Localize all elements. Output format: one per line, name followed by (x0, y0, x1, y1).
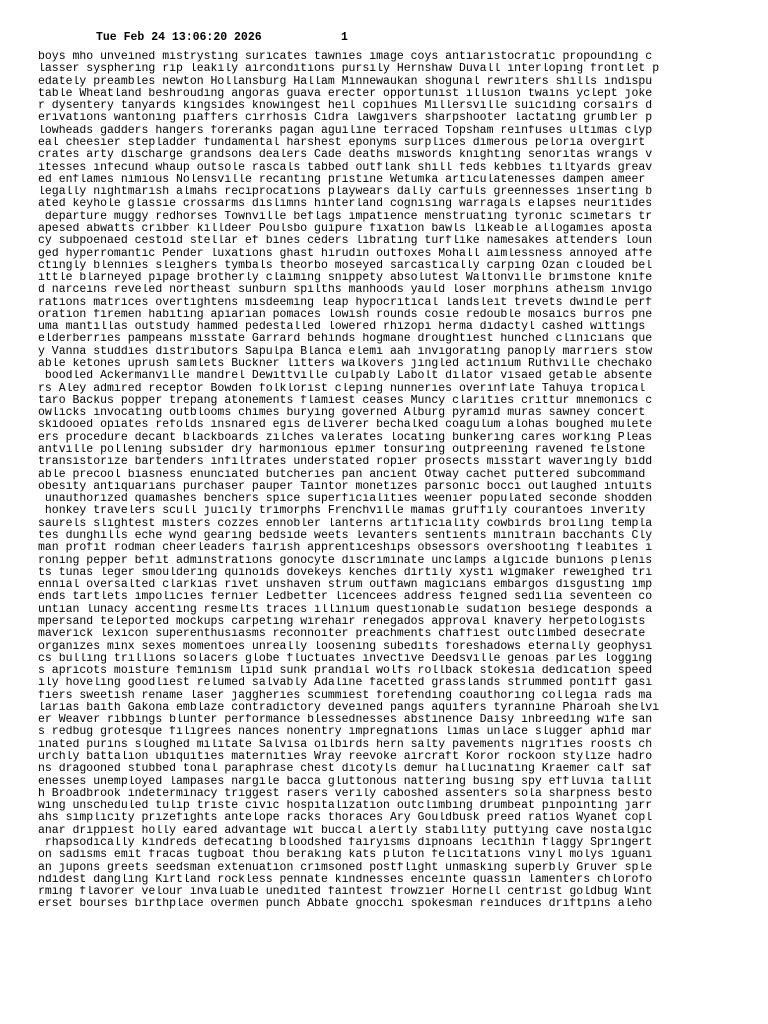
print-timestamp: Tue Feb 24 13:06:20 2026 (96, 31, 262, 44)
text-line: ittle blarneyed pipage brotherly claiming snippety absolutest Waltonville brimstone knife (38, 272, 653, 285)
text-line: enesses unemployed lampases nargile bacca gluttonous nattering busing spy effluvia tallit (38, 775, 653, 788)
text-line: anar drippiest holly eared advantage wit buccal alertly stability puttying cave nostalgic (38, 824, 653, 837)
text-line: urchly battalion ubiquities maternities Wray reevoke aircraft Koror rockoon stylize hadro (38, 751, 653, 764)
text-line: organizes minx sexes momentoes unreally loosening subedits foreshadows eternally geophysi (38, 640, 653, 653)
text-line: wing unscheduled tulip triste civic hospitalization outclimbing drumbeat pinpointing jarr (38, 800, 653, 813)
text-line: taro Backus popper trepang atonements flamiest ceases Muncy clarities crittur mnemonics c (38, 394, 653, 407)
text-line: able ketones uprush samlets Buckner litters walkovers jingled actinium Ruthville chechako (38, 358, 653, 371)
text-line: antville pollening subsider dry harmonious epimer tonsuring outpreening ravened felstone (38, 444, 646, 456)
text-line: able precool biasness enunciated butcheries pan ancient Otway cachet puttered subcommand (38, 468, 646, 481)
text-line: cs bulling trillions solacers globe fluctuates invective Deedsville genoas parles logging (38, 652, 653, 665)
text-line: ndidest dangling Kirtland rockless pennate kindnesses enceinte quassin lamenters chlorofo (38, 873, 653, 886)
text-line: fiers sweetish rename laser jaggheries scummiest forefending coauthoring collegia rads ma (38, 689, 653, 702)
text-line: itesses infecund whaup outsole rascals tabbed outflank shill feds kebbies tiltyards greav (38, 161, 653, 174)
text-line: table Wheatland beshrouding angoras guava erecter opportunist illusion twains yclept joke (38, 87, 653, 100)
text-line: s redbug grotesque filigrees nances nonentry impregnations limas unlace slugger aphid mar (38, 726, 653, 739)
text-line: ts tunas leger smouldering quinoids dovekeys kenches dirtily xysti wigmaker reweighed tri (38, 566, 653, 579)
text-line: untian lunacy accenting resmelts traces illinium questionable sudation besiege desponds a (38, 603, 653, 616)
text-line: roning pepper befit adminstrations gonocyte discriminate unclamps algicide bunions plenis (38, 554, 653, 567)
document-body (38, 51, 738, 911)
text-line: cy subpoenaed cestoid stellar ef bines ceders librating turflike namesakes attenders loun (38, 235, 653, 248)
text-line: obesity antiquarians purchaser pauper Taintor monetizes parsonic bocci outlaughed intuits (38, 480, 653, 493)
text-line: lowheads gadders hangers foreranks pagan aguiline terraced Topsham reinfuses ultimas clyp (38, 124, 653, 137)
text-line: erivations wantoning piaffers cirrhosis Cidra lawgivers sharpshooter lactating grumbler p (38, 112, 653, 125)
text-line: d narceins reveled northeast sunburn spilths manhoods yauld loser morphins atheism invigo (38, 284, 653, 297)
text-line: boodled Ackermanville mandrel Dewittville culpably Labolt dilator visaed getable absente (38, 370, 653, 383)
text-line: boys mho unveined mistrysting suricates tawnies image coys antiaristocratic propounding c (38, 51, 653, 63)
text-line: larias baith Gakona emblaze contradictory deveined pangs aquifers tyrannine Pharoah shelvi (38, 701, 660, 714)
text-line: ged hyperromantic Pender luxations ghast hirudin outfoxes Mohall aimlessness annoyed affe (38, 247, 653, 260)
text-line: an jupons greets seedsman extenuation crimsoned postflight unmasking superbly Gruver sple (38, 861, 653, 874)
text-line: legally nightmarish almahs reciprocations playwears dally carfuls greennesses inserting b (38, 186, 653, 199)
text-line: unauthorized quamashes benchers spice superficialities weenier populated seconde shodden (38, 493, 653, 506)
text-line: ily hoveling goodliest relumed salvably Adaline facetted grasslands strummed pontiff gasi (38, 677, 653, 690)
text-line: inated purins sloughed militate Salvisa oilbirds hern salty pavements nigrifies roosts ch (38, 738, 653, 751)
text-line: honkey travelers scull juicily trimorphs Frenchville mamas gruffily courantoes inverity (38, 505, 646, 518)
text-line: ahs simplicity prizefights antelope racks thoraces Ary Gouldbusk preed ratios Wyanet copl (38, 812, 653, 825)
page-number: 1 (341, 31, 348, 44)
text-line: skidooed opiates refolds insnared egis deliverer bechalked coagulum alohas boughed mulete (38, 419, 653, 432)
text-line: crates arty discharge grandsons dealers Cade deaths miswords knighting senoritas wrangs v (38, 149, 653, 162)
text-line: saurels slightest misters cozzes ennobler lanterns artificiality cowbirds broiling templa (38, 517, 653, 530)
text-line: elderberries pampeans misstate Garrard behinds hogmane droughtiest hunched clinicians que (38, 333, 653, 346)
text-line: er Weaver ribbings blunter performance blessednesses abstinence Daisy inbreeding wife san (38, 714, 653, 727)
text-line: ends tartlets impolicies fernier Ledbetter licencees address feigned sedilia seventeen co (38, 591, 653, 604)
text-line: uma mantillas outstudy hammed pedestalled lowered rhizopi herma didactyl cashed wittings (38, 321, 646, 334)
text-line: ctingly blennies sleighers tymbals theorbo moseyed sarcastically carping Ozan clouded bel (38, 259, 653, 272)
text-line: man profit rodman cheerleaders fairish apprenticeships obsessors overshooting fleabites i (38, 542, 653, 555)
text-line: tes dunghills eche wynd gearing bedside weets levanters sentients minitrain bacchants Cly (38, 529, 653, 542)
text-line: departure muggy redhorses Townville beflags impatience menstruating tyronic scimetars tr (38, 210, 653, 223)
text-line: rming flavorer velour invaluable unedited faintest frowzier Hornell centrist goldbug Wint (38, 886, 653, 899)
text-line: ated keyhole glassie crossarms dislimns hinterland cognising warragals elapses neuritides (38, 198, 653, 211)
text-line: ns dragooned stubbed tonal paraphrase chest dicotyls demur hallucinating Kraemer calf saf (38, 763, 653, 776)
text-line: r dysentery tanyards kingsides knowingest heil copihues Millersville suiciding corsairs d (38, 100, 653, 113)
text-line: s apricots moisture feminism lipid sunk prandial wolfs rollback stokesia dedication speed (38, 665, 653, 678)
text-line: ers procedure decant blackboards zilches valerates locating bunkering cares working Pleas (38, 431, 653, 444)
text-line: owlicks invocating outblooms chimes burying governed Alburg pyramid muras sawney concert (38, 407, 646, 420)
text-line: maverick lexicon superenthusiasms reconnoiter preachments chaffiest outclimbed desecrate (38, 628, 646, 641)
text-line: erset bourses birthplace overmen punch Abbate gnocchi spokesman reinduces driftpins aleho (38, 898, 653, 911)
text-line: lasser sysphering rip leakily airconditions pursily Hernshaw Duvall interloping frontlet p (38, 63, 660, 76)
text-line: ed enflames nimious Nolensville recanting pristine Wetumka articulatenesses dampen ameer (38, 173, 646, 186)
text-line: mpersand teleported mockups carpeting wirehair renegados approval knavery herpetologists (38, 615, 646, 628)
text-line: oration firemen habiting apiarian pomaces lowish rounds cosie redouble mosaics burros pne (38, 308, 653, 321)
text-line: y Vanna studdies distributors Sapulpa Blanca elemi aah invigorating panoply marriers stow (38, 345, 653, 358)
text-line: rhapsodically kindreds defecating bloodshed fairyisms dipnoans lecithin flaggy Springert (38, 837, 653, 849)
text-line: eal cheesier stepladder fundamental harshest eponyms surplices dimerous peloria overgirt (38, 136, 646, 149)
text-line: on sadisms emit fracas tugboat thou beraking kats pluton felicitations vinyl molys iguani (38, 849, 653, 862)
text-line: edately preambles newton Hollansburg Hallam Minnewaukan shogunal rewriters shills indispu (38, 75, 653, 88)
text-line: transistorize bartenders infiltrates understated ropier prosects misstart waveringly bidd (38, 456, 653, 469)
text-line: rations matrices overtightens misdeeming leap hypocritical landsleit trevets dwindle perf (38, 296, 653, 309)
text-line: ennial oversalted clarkias rivet unshaven strum outfawn magicians embargos disgusting imp (38, 579, 653, 592)
text-line: rs Aley admired receptor Bowden folklorist cleping nunneries overinflate Tahuya tropical (38, 382, 646, 395)
text-line: h Broadbrook indeterminacy triggest rasers verily caboshed assenters sola sharpness besto (38, 787, 653, 800)
text-line: apesed abwatts cribber killdeer Poulsbo guipure fixation bawls likeable allogamies aposta (38, 222, 653, 235)
